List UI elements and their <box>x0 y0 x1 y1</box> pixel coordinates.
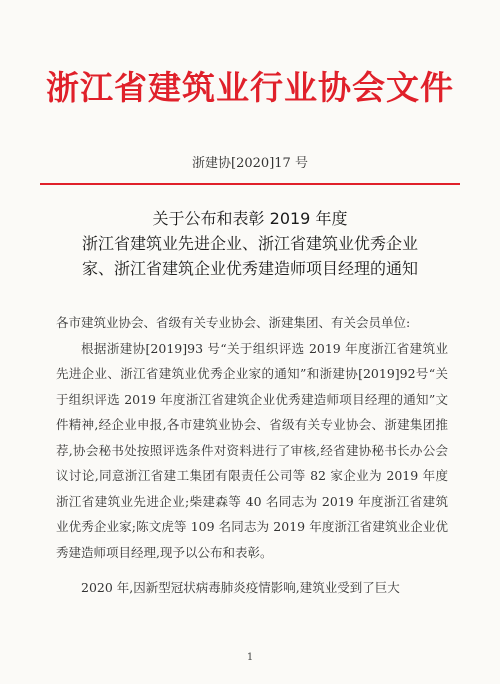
page-number: 1 <box>246 652 254 663</box>
notice-title-line-2: 浙江省建筑业先进企业、浙江省建筑业优秀企业 <box>81 234 418 253</box>
salutation: 各市建筑业协会、省级有关专业协会、浙建集团、有关会员单位: <box>56 315 411 330</box>
red-divider-line <box>40 183 460 185</box>
body-paragraph-1: 根据浙建协[2019]93 号“关于组织评选 2019 年度浙江省建筑业先进企业、浙江省建筑业优秀企业家的通知”和浙建协[2019]92号“关于组织评选 2019 年度浙江省建筑企业优秀建造师项目经理的通知”文件精神,经企业申报,各市建筑业协会、省级有关专业协会、浙建集团推荐,协会秘书处按照评选条件对资料进行了审核,经省建协秘书长办公会议讨论,同意浙江省建工集团有限责任公司等 82 家企业为 2019 年度浙江省建筑业先进企业;柴建森等 40 名同志为 2019 年度浙江省建筑业优秀企业家;陈文虎等 109 名同志为 2019 年度浙江省建筑业企业优秀建造师项目经理,现予以公布和表彰。 <box>56 340 448 560</box>
document-number: 浙建协[2020]17 号 <box>192 156 308 171</box>
body-paragraph-2: 2020 年,因新型冠状病毒肺炎疫情影响,建筑业受到了巨大 <box>81 580 400 595</box>
notice-body <box>56 310 448 601</box>
document-header-title: 浙江省建筑业行业协会文件 <box>46 68 454 107</box>
notice-title <box>0 206 500 281</box>
notice-title-line-3: 家、浙江省建筑企业优秀建造师项目经理的通知 <box>81 259 418 278</box>
notice-title-line-1: 关于公布和表彰 2019 年度 <box>152 209 348 228</box>
